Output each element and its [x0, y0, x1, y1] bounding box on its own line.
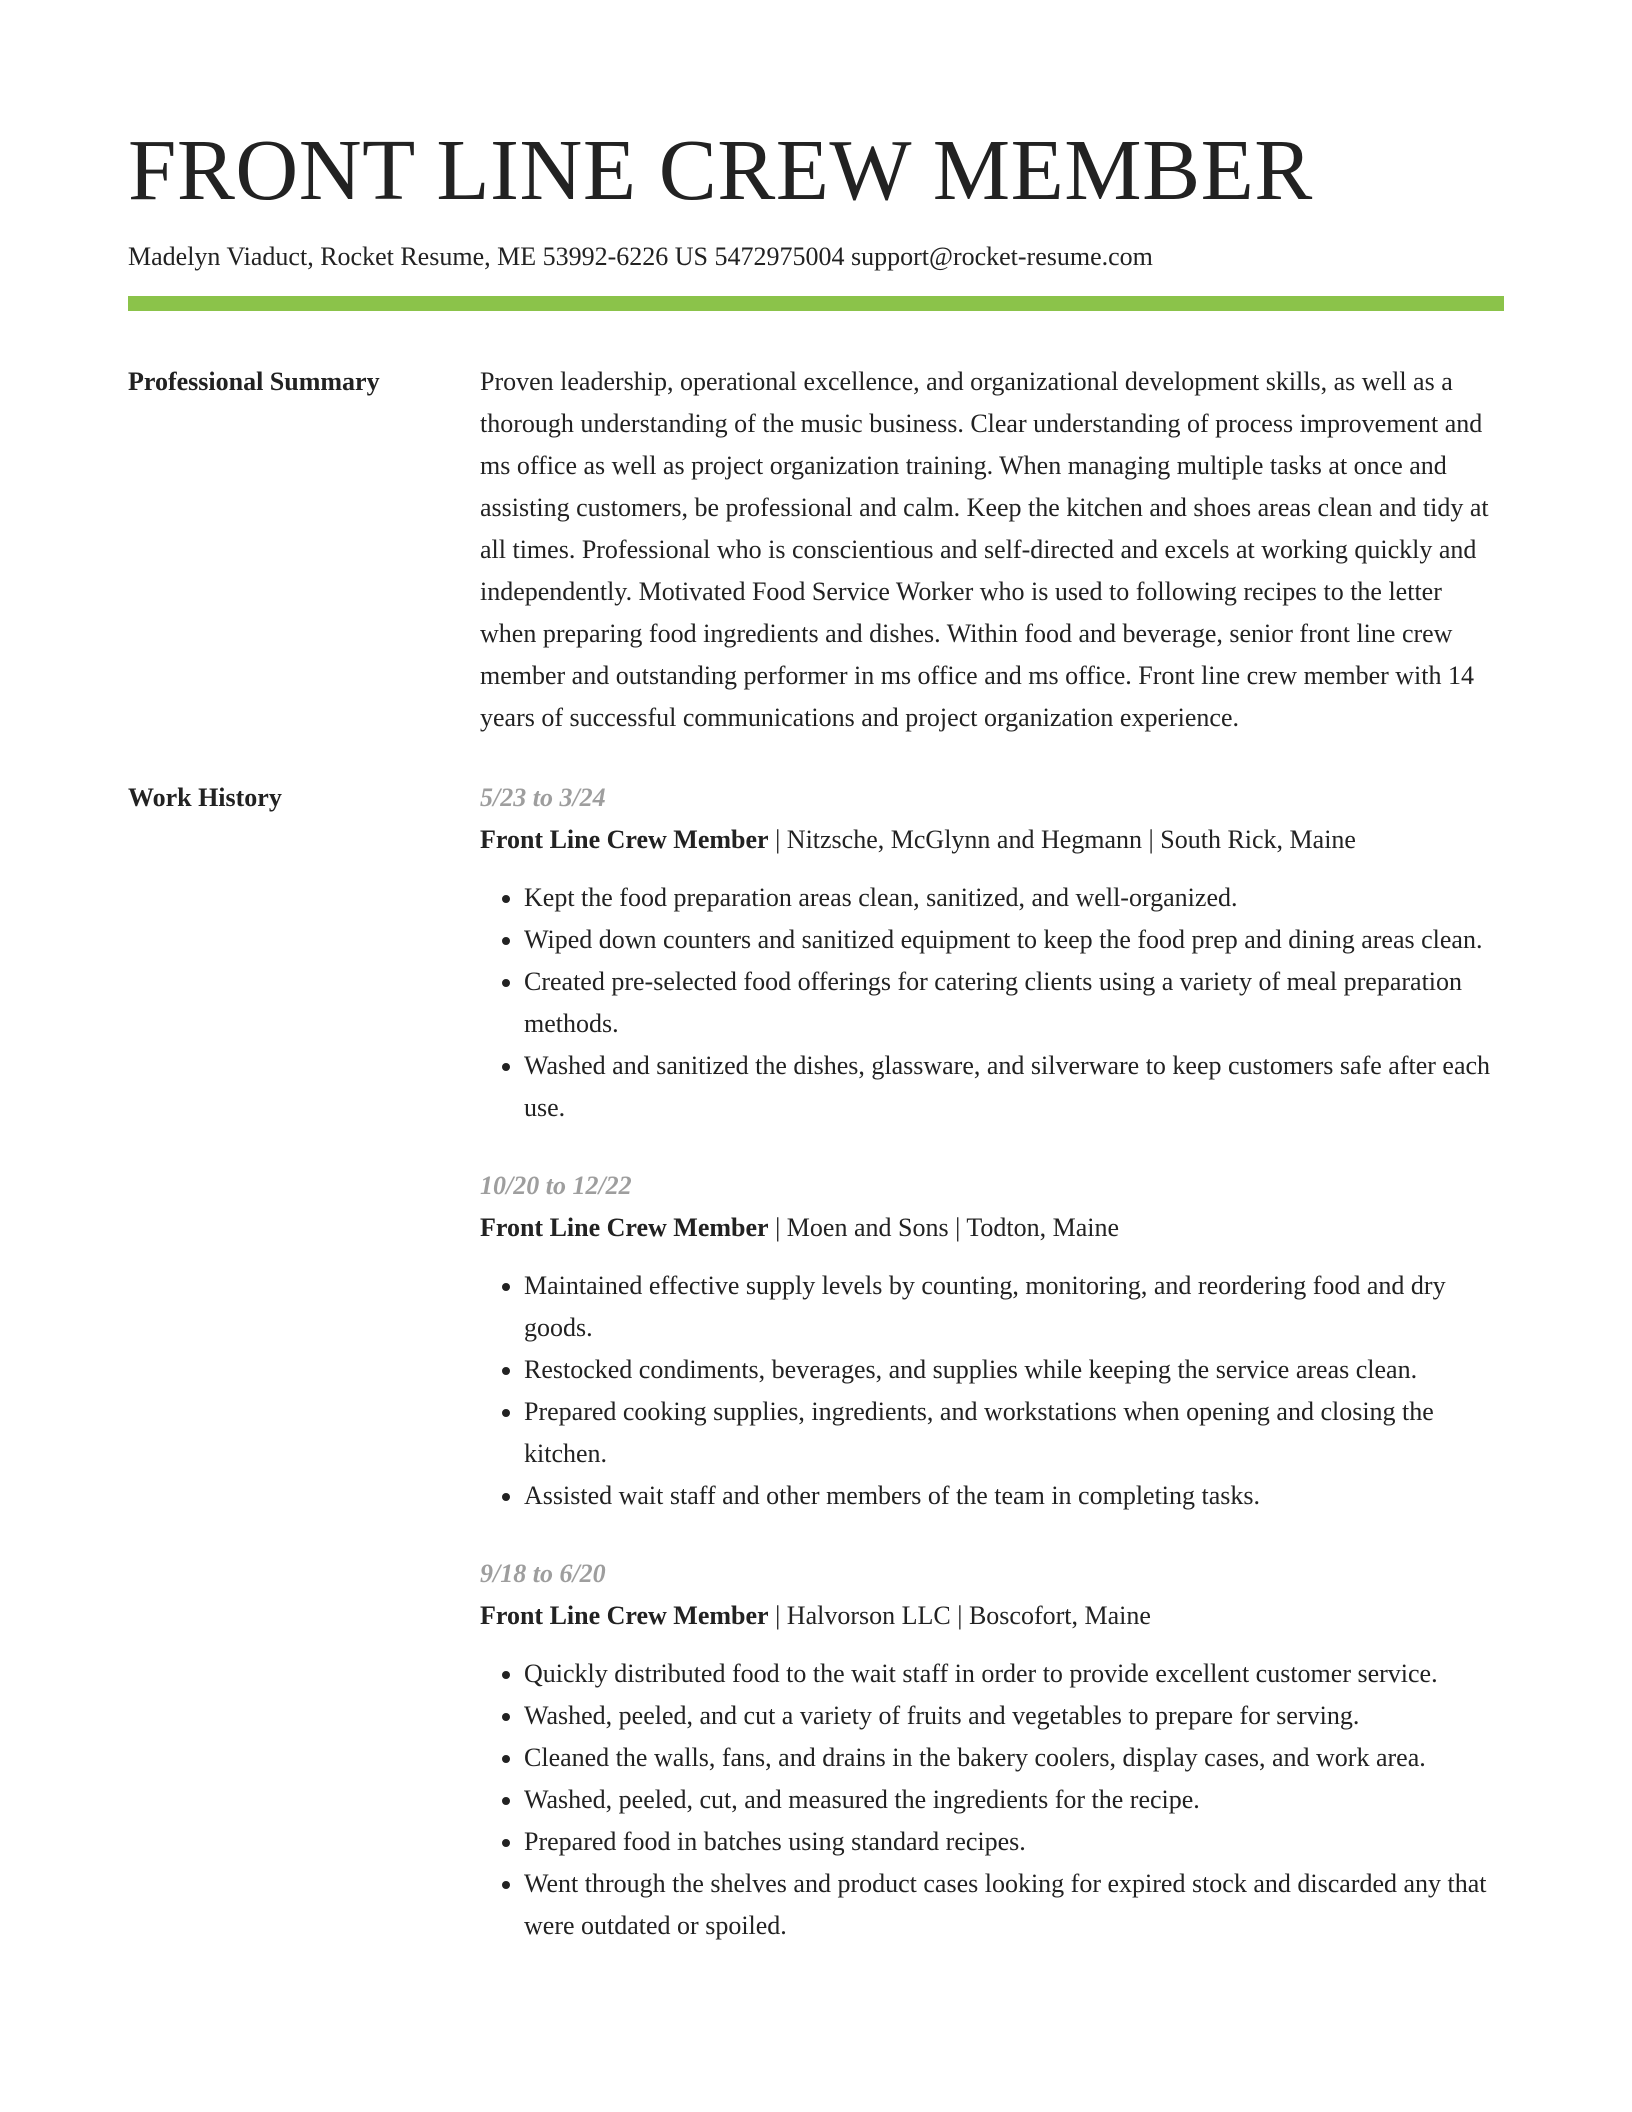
- job-duties-list: [480, 1265, 1504, 1517]
- job-duty-item: • Prepared food in batches using standard recipes.: [524, 1821, 1504, 1863]
- job-separator: |: [1142, 825, 1161, 854]
- job-title: Front Line Crew Member: [480, 825, 769, 854]
- job-dates: 9/18 to 6/20: [480, 1559, 606, 1588]
- job-duties-list: [480, 1653, 1504, 1947]
- job-location: South Rick, Maine: [1160, 825, 1356, 854]
- job-duty-item: • Created pre-selected food offerings for catering clients using a variety of meal preparation methods.: [524, 961, 1504, 1045]
- job-location: Boscofort, Maine: [968, 1601, 1151, 1630]
- work-history-body: [480, 777, 1504, 1983]
- header-divider: [128, 296, 1504, 311]
- job-location: Todton, Maine: [966, 1213, 1120, 1242]
- resume-page: [128, 0, 1504, 1983]
- job-duty-item: • Washed, peeled, and cut a variety of fruits and vegetables to prepare for serving.: [524, 1695, 1504, 1737]
- job-duties-list: [480, 877, 1504, 1129]
- job-dates: 5/23 to 3/24: [480, 783, 606, 812]
- job-heading-line: [480, 819, 1504, 861]
- job-separator: |: [950, 1601, 969, 1630]
- job-separator: |: [948, 1213, 967, 1242]
- job-company: Halvorson LLC: [786, 1601, 951, 1630]
- summary-text: Proven leadership, operational excellence, and organizational development skills, as well as a thorough understanding of the music business. Clear understanding of process improvement and ms office as well as project organization training. When managing multiple tasks at once and assisting customers, be professional and calm. Keep the kitchen and shoes areas clean and tidy at all times. Professional who is conscientious and self-directed and excels at working quickly and independently. Motivated Food Service Worker who is used to following recipes to the letter when preparing food ingredients and dishes. Within food and beverage, senior front line crew member and outstanding performer in ms office and ms office. Front line crew member with 14 years of successful communications and project organization experience.: [480, 367, 1489, 732]
- job-separator: |: [768, 825, 787, 854]
- job-heading-line: [480, 1595, 1504, 1637]
- job-duty-item: • Washed, peeled, cut, and measured the ingredients for the recipe.: [524, 1779, 1504, 1821]
- section-title-summary: Professional Summary: [128, 367, 380, 396]
- work-history-section: [128, 777, 1504, 1983]
- job-duty-item: • Kept the food preparation areas clean, sanitized, and well-organized.: [524, 877, 1504, 919]
- job-title: Front Line Crew Member: [480, 1213, 769, 1242]
- job-heading-line: [480, 1207, 1504, 1249]
- job-duty-item: • Maintained effective supply levels by counting, monitoring, and reordering food and dry goods.: [524, 1265, 1504, 1349]
- job-duty-item: • Prepared cooking supplies, ingredients, and workstations when opening and closing the kitchen.: [524, 1391, 1504, 1475]
- summary-body: [480, 361, 1504, 739]
- job-company: Moen and Sons: [786, 1213, 949, 1242]
- job-entry: [480, 1165, 1504, 1517]
- job-duty-item: • Went through the shelves and product cases looking for expired stock and discarded any that were outdated or spoiled.: [524, 1863, 1504, 1947]
- job-company: Nitzsche, McGlynn and Hegmann: [786, 825, 1143, 854]
- job-dates: 10/20 to 12/22: [480, 1171, 632, 1200]
- job-duty-item: • Restocked condiments, beverages, and supplies while keeping the service areas clean.: [524, 1349, 1504, 1391]
- professional-summary-section: [128, 361, 1504, 739]
- job-separator: |: [768, 1213, 787, 1242]
- job-entry: [480, 777, 1504, 1129]
- section-title-work-history: Work History: [128, 783, 282, 812]
- job-duty-item: • Wiped down counters and sanitized equipment to keep the food prep and dining areas clean.: [524, 919, 1504, 961]
- job-duty-item: • Cleaned the walls, fans, and drains in the bakery coolers, display cases, and work area.: [524, 1737, 1504, 1779]
- job-entry: [480, 1553, 1504, 1947]
- job-separator: |: [768, 1601, 787, 1630]
- contact-info: Madelyn Viaduct, Rocket Resume, ME 53992-6226 US 5472975004 support@rocket-resume.com: [128, 242, 1153, 271]
- job-title: Front Line Crew Member: [480, 1601, 769, 1630]
- resume-name-heading: FRONT LINE CREW MEMBER: [128, 121, 1313, 218]
- job-duty-item: • Assisted wait staff and other members of the team in completing tasks.: [524, 1475, 1504, 1517]
- job-duty-item: • Quickly distributed food to the wait staff in order to provide excellent customer service.: [524, 1653, 1504, 1695]
- job-duty-item: • Washed and sanitized the dishes, glassware, and silverware to keep customers safe after each use.: [524, 1045, 1504, 1129]
